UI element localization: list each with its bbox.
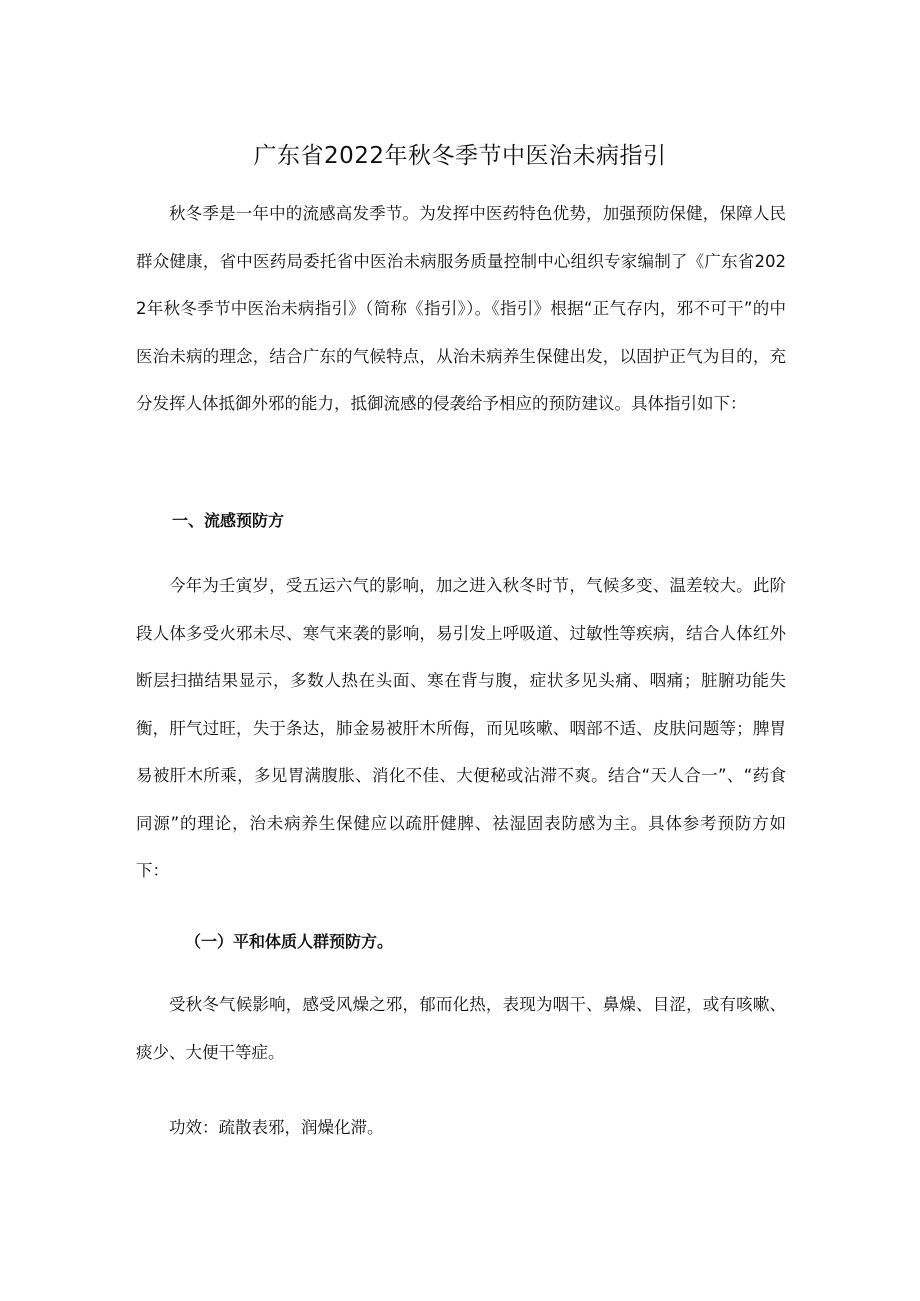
subsection-heading-balanced-constitution: （一）平和体质人群预防方。: [185, 932, 394, 951]
efficacy-paragraph: 功效：疏散表邪，润燥化滞。: [169, 1118, 384, 1137]
intro-paragraph: 秋冬季是一年中的流感高发季节。为发挥中医药特色优势，加强预防保健，保障人民群众健康，省中医药局委托省中医治未病服务质量控制中心组织专家编制了《广东省2022年秋冬季节中医治未病指引》（简称《指引》）。《指引》根据“正气存内，邪不可干”的中医治未病的理念，结合广东的气候特点，从治未病养生保健出发，以固护正气为目的，充分发挥人体抵御外邪的能力，抵御流感的侵袭给予相应的预防建议。具体指引如下：: [136, 204, 786, 413]
subsection-body-paragraph: 受秋冬气候影响，感受风燥之邪，郁而化热，表现为咽干、鼻燥、目涩，或有咳嗽、痰少、大便干等症。: [136, 995, 786, 1062]
section-heading-flu-prevention: 一、流感预防方: [172, 511, 285, 530]
section-body-paragraph: 今年为壬寅岁，受五运六气的影响，加之进入秋冬时节，气候多变、温差较大。此阶段人体多受火邪未尽、寒气来袭的影响，易引发上呼吸道、过敏性等疾病，结合人体红外断层扫描结果显示，多数人热在头面、寒在背与腹，症状多见头痛、咽痛；脏腑功能失衡，肝气过旺，失于条达，肺金易被肝木所侮，而见咳嗽、咽部不适、皮肤问题等；脾胃易被肝木所乘，多见胃满腹胀、消化不佳、大便秘或沾滞不爽。结合“天人合一”、“药食同源”的理论，治未病养生保健应以疏肝健脾、祛湿固表防感为主。具体参考预防方如下：: [136, 576, 786, 880]
page-title: 广东省2022年秋冬季节中医治未病指引: [253, 143, 667, 169]
